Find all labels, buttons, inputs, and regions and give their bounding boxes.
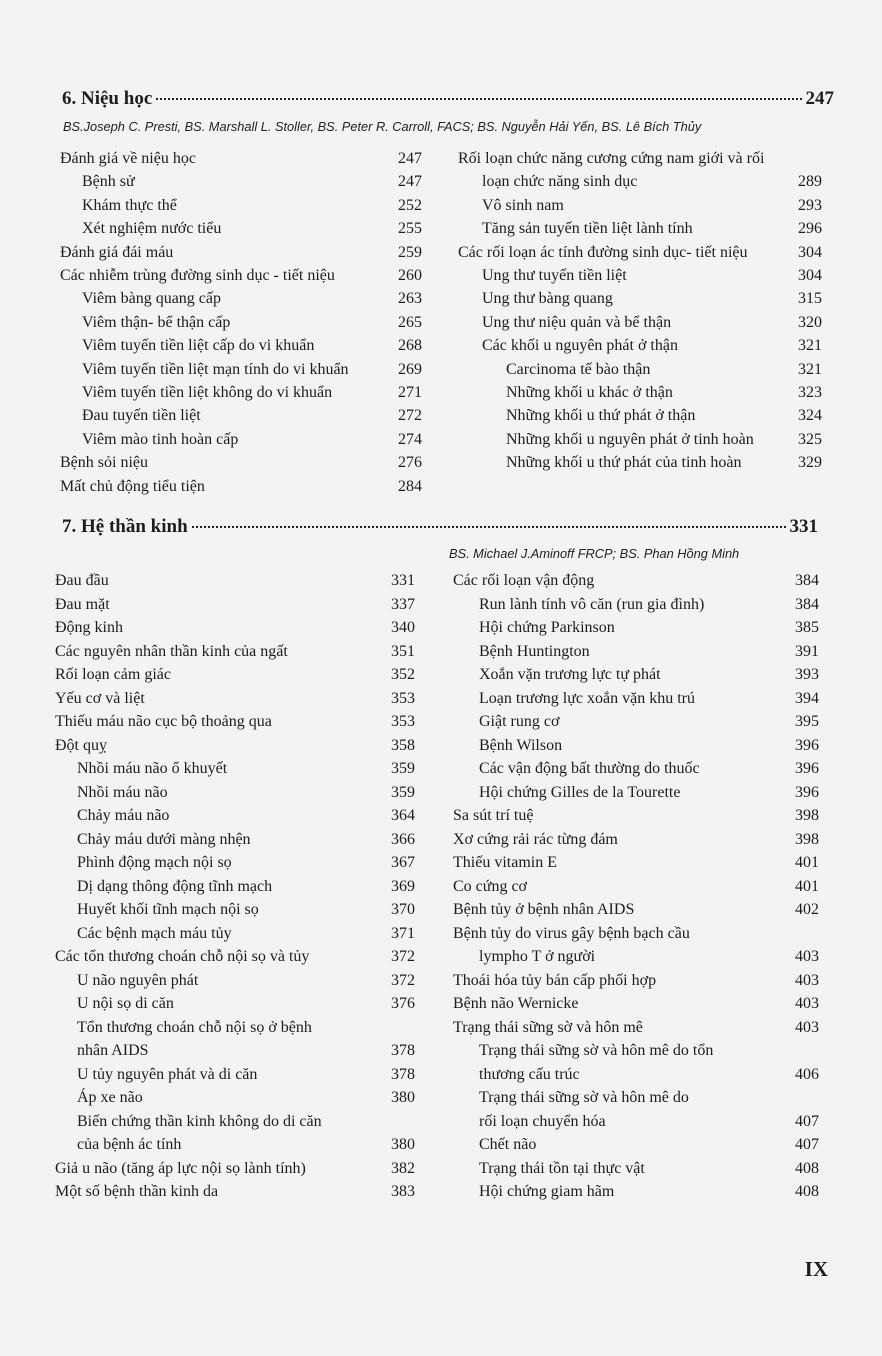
toc-entry-page: 364 xyxy=(391,807,415,824)
toc-entry-title: Viêm bàng quang cấp xyxy=(82,290,221,308)
toc-entry[interactable] xyxy=(479,1040,819,1062)
toc-entry-title: Những khối u thứ phát của tinh hoàn xyxy=(506,454,742,472)
toc-entry-page: 380 xyxy=(391,1089,415,1106)
toc-entry-title: Nhồi máu não xyxy=(77,783,168,801)
toc-entry-title: Nhồi máu não ổ khuyết xyxy=(77,760,228,777)
toc-entry[interactable] xyxy=(479,711,819,733)
toc-entry-page: 276 xyxy=(398,454,422,472)
toc-entry-page: 359 xyxy=(391,760,415,777)
toc-entry-title: Viêm tuyến tiền liệt không do vi khuẩn xyxy=(82,384,333,401)
toc-entry-page: 366 xyxy=(391,830,415,848)
dot-leader xyxy=(192,526,786,528)
toc-entry[interactable] xyxy=(453,852,819,874)
toc-entry[interactable] xyxy=(82,359,422,381)
toc-entry[interactable] xyxy=(55,1181,415,1203)
chapter-7-title: 7. Hệ thần kinh xyxy=(62,516,188,537)
toc-entry-title: Các nhiễm trùng đường sinh dục - tiết niệu xyxy=(60,267,335,284)
toc-entry[interactable] xyxy=(506,359,822,381)
toc-entry[interactable] xyxy=(55,946,415,968)
toc-entry-title: Xét nghiệm nước tiểu xyxy=(82,220,222,238)
toc-entry-title: Đau mặt xyxy=(55,595,110,613)
toc-entry-title: Giả u não (tăng áp lực nội sọ lành tính) xyxy=(55,1159,306,1177)
toc-entry[interactable] xyxy=(77,899,415,921)
toc-entry-title: Trạng thái sững sờ và hôn mê do tổn xyxy=(479,1042,714,1059)
toc-entry-page: 293 xyxy=(798,196,822,214)
toc-entry-title: Viêm tuyến tiền liệt cấp do vi khuẩn xyxy=(82,337,315,355)
toc-entry[interactable] xyxy=(482,335,822,357)
toc-entry[interactable] xyxy=(482,218,822,240)
toc-entry-title: rối loạn chuyển hóa xyxy=(479,1112,606,1130)
toc-entry[interactable] xyxy=(60,265,422,287)
toc-entry-page: 358 xyxy=(391,736,415,754)
chapter-7-authors: BS. Michael J.Aminoff FRCP; BS. Phan Hồng Minh xyxy=(449,546,740,561)
toc-entry[interactable] xyxy=(77,923,415,945)
toc-entry-page: 407 xyxy=(795,1136,819,1153)
toc-entry-page: 378 xyxy=(391,1065,415,1083)
toc-entry-page: 369 xyxy=(391,877,415,895)
toc-entry[interactable] xyxy=(479,758,819,780)
toc-entry-page: 398 xyxy=(795,807,819,824)
toc-entry-title: Chảy máu não xyxy=(77,807,170,824)
toc-entry-page: 304 xyxy=(798,243,822,261)
toc-entry-page: 396 xyxy=(795,783,819,801)
toc-entry[interactable] xyxy=(506,429,822,451)
toc-entry-title: Đột quỵ xyxy=(55,736,107,754)
toc-entry-title: Bệnh sử xyxy=(82,173,135,191)
toc-entry[interactable] xyxy=(453,829,819,851)
toc-entry[interactable] xyxy=(479,688,819,710)
toc-entry-title: Sa sút trí tuệ xyxy=(453,807,534,824)
toc-entry-title: Tăng sản tuyến tiền liệt lành tính xyxy=(482,220,693,238)
toc-entry-title: Bệnh tủy do virus gây bệnh bạch cầu xyxy=(453,924,690,942)
toc-entry-page: 367 xyxy=(391,854,415,871)
toc-entry[interactable] xyxy=(55,617,415,639)
toc-entry[interactable] xyxy=(55,1158,415,1180)
toc-entry[interactable] xyxy=(77,993,415,1015)
toc-entry[interactable] xyxy=(77,1040,415,1062)
toc-entry-title: Những khối u khác ở thận xyxy=(506,384,673,401)
toc-entry-page: 247 xyxy=(398,173,422,191)
toc-entry-title: Trạng thái tồn tại thực vật xyxy=(479,1159,645,1177)
toc-entry-title: Các vận động bất thường do thuốc xyxy=(479,760,700,777)
toc-entry-page: 402 xyxy=(795,901,819,918)
toc-entry-title: Đánh giá về niệu học xyxy=(60,150,196,167)
toc-entry-page: 398 xyxy=(795,830,819,848)
toc-entry[interactable] xyxy=(506,405,822,427)
toc-entry[interactable] xyxy=(479,594,819,616)
toc-entry-title: Carcinoma tế bào thận xyxy=(506,360,651,378)
toc-entry-title: Các khối u nguyên phát ở thận xyxy=(482,337,678,355)
toc-entry-title: U não nguyên phát xyxy=(77,971,199,989)
toc-entry-title: Viêm mào tinh hoàn cấp xyxy=(82,430,239,448)
toc-entry[interactable] xyxy=(506,382,822,404)
dot-leader xyxy=(156,98,801,100)
toc-entry-page: 260 xyxy=(398,267,422,284)
toc-entry-title: Mất chủ động tiểu tiện xyxy=(60,477,205,495)
toc-entry-page: 331 xyxy=(391,572,415,589)
toc-entry-page: 274 xyxy=(398,430,422,448)
toc-entry[interactable] xyxy=(453,970,819,992)
toc-entry[interactable] xyxy=(82,405,422,427)
toc-entry-title: Các rối loạn vận động xyxy=(453,572,595,589)
toc-entry[interactable] xyxy=(506,452,822,474)
toc-entry-page: 396 xyxy=(795,760,819,777)
toc-entry[interactable] xyxy=(55,711,415,733)
toc-entry[interactable] xyxy=(479,1111,819,1133)
toc-entry[interactable] xyxy=(82,312,422,334)
chapter-7-page: 331 xyxy=(789,516,818,537)
toc-entry-page: 337 xyxy=(391,595,415,613)
toc-entry[interactable] xyxy=(77,970,415,992)
toc-entry-page: 323 xyxy=(798,384,822,401)
toc-entry[interactable] xyxy=(55,664,415,686)
toc-entry-title: Dị dạng thông động tĩnh mạch xyxy=(77,877,273,895)
toc-entry-page: 371 xyxy=(391,924,415,942)
toc-entry-page: 403 xyxy=(795,948,819,965)
toc-entry-title: Các bệnh mạch máu tủy xyxy=(77,924,232,942)
toc-entry[interactable] xyxy=(77,782,415,804)
toc-entry-title: Bệnh sỏi niệu xyxy=(60,454,148,472)
toc-entry-title: Trạng thái sững sờ và hôn mê do xyxy=(479,1089,689,1106)
toc-entry-page: 352 xyxy=(391,666,415,683)
toc-entry-title: Hội chứng Parkinson xyxy=(479,619,615,636)
toc-entry-title: Các rối loạn ác tính đường sinh dục- tiết niệu xyxy=(458,243,748,261)
toc-entry-title: Biến chứng thần kinh không do di căn xyxy=(77,1112,322,1130)
toc-entry[interactable] xyxy=(77,876,415,898)
toc-entry[interactable] xyxy=(77,1017,415,1039)
toc-entry[interactable] xyxy=(77,1064,415,1086)
toc-entry-title: Ung thư bàng quang xyxy=(482,290,613,308)
toc-entry-page: 384 xyxy=(795,572,819,589)
toc-entry-title: loạn chức năng sinh dục xyxy=(482,173,638,191)
toc-entry-page: 408 xyxy=(795,1183,819,1200)
toc-entry[interactable] xyxy=(77,1087,415,1109)
toc-entry-title: Run lành tính vô căn (run gia đình) xyxy=(479,595,705,613)
toc-entry-title: Chết não xyxy=(479,1136,537,1153)
toc-entry[interactable] xyxy=(453,805,819,827)
toc-entry-title: Hội chứng giam hãm xyxy=(479,1183,615,1200)
toc-entry-page: 321 xyxy=(798,337,822,355)
toc-entry-page: 255 xyxy=(398,220,422,238)
toc-entry[interactable] xyxy=(77,1111,415,1133)
toc-entry[interactable] xyxy=(479,617,819,639)
toc-entry-page: 406 xyxy=(795,1065,819,1083)
toc-entry-title: Hội chứng Gilles de la Tourette xyxy=(479,783,681,801)
toc-entry-title: Những khối u thứ phát ở thận xyxy=(506,407,696,425)
toc-entry-title: Thiếu vitamin E xyxy=(453,854,557,871)
toc-entry-title: Bệnh Huntington xyxy=(479,642,590,660)
toc-entry[interactable] xyxy=(479,946,819,968)
toc-entry[interactable] xyxy=(82,218,422,240)
toc-entry-title: Ung thư tuyến tiền liệt xyxy=(482,267,627,284)
toc-entry-page: 269 xyxy=(398,360,422,378)
toc-entry-page: 265 xyxy=(398,313,422,331)
toc-entry[interactable] xyxy=(479,641,819,663)
toc-entry-title: Ung thư niệu quản và bể thận xyxy=(482,313,672,331)
toc-entry-page: 383 xyxy=(391,1183,415,1200)
toc-entry[interactable] xyxy=(55,735,415,757)
chapter-6-page: 247 xyxy=(805,88,834,109)
toc-entry[interactable] xyxy=(458,242,822,264)
chapter-6-authors: BS.Joseph C. Presti, BS. Marshall L. Stoller, BS. Peter R. Carroll, FACS; BS. Nguyễn Hải Yến, BS. Lê Bích Thủy xyxy=(63,119,702,134)
toc-entry-title: Phình động mạch nội sọ xyxy=(77,854,232,871)
toc-entry-page: 380 xyxy=(391,1136,415,1153)
toc-entry[interactable] xyxy=(77,805,415,827)
toc-entry-page: 353 xyxy=(391,689,415,707)
toc-entry-page: 289 xyxy=(798,173,822,191)
toc-entry-title: Đau tuyến tiền liệt xyxy=(82,407,201,425)
toc-entry-page: 296 xyxy=(798,220,822,238)
toc-entry[interactable] xyxy=(60,242,422,264)
toc-entry[interactable] xyxy=(55,594,415,616)
chapter-7-heading[interactable] xyxy=(62,516,818,546)
toc-entry-title: của bệnh ác tính xyxy=(77,1136,182,1153)
toc-entry-title: U tủy nguyên phát và di căn xyxy=(77,1065,258,1083)
toc-entry-title: Tổn thương choán chỗ nội sọ ở bệnh xyxy=(77,1018,312,1036)
toc-entry-title: Giật rung cơ xyxy=(479,713,560,730)
toc-entry[interactable] xyxy=(482,265,822,287)
toc-entry-title: Yếu cơ và liệt xyxy=(55,689,145,707)
toc-entry-page: 259 xyxy=(398,243,422,261)
toc-entry-title: Co cứng cơ xyxy=(453,877,528,895)
toc-entry-page: 271 xyxy=(398,384,422,401)
toc-entry[interactable] xyxy=(60,148,422,170)
toc-entry[interactable] xyxy=(77,758,415,780)
toc-entry-page: 359 xyxy=(391,783,415,801)
toc-entry[interactable] xyxy=(479,1087,819,1109)
toc-entry-page: 324 xyxy=(798,407,822,425)
toc-entry-title: thương cấu trúc xyxy=(479,1065,580,1083)
toc-entry[interactable] xyxy=(82,335,422,357)
toc-entry-page: 403 xyxy=(795,1018,819,1036)
toc-entry-page: 370 xyxy=(391,901,415,918)
toc-entry-page: 304 xyxy=(798,267,822,284)
toc-entry-page: 268 xyxy=(398,337,422,355)
chapter-6-title: 6. Niệu học xyxy=(62,88,153,109)
toc-entry-page: 321 xyxy=(798,360,822,378)
toc-entry[interactable] xyxy=(453,899,819,921)
toc-entry[interactable] xyxy=(82,288,422,310)
toc-entry[interactable] xyxy=(479,1181,819,1203)
toc-entry-title: Vô sinh nam xyxy=(482,196,564,214)
toc-entry[interactable] xyxy=(60,452,422,474)
toc-entry[interactable] xyxy=(458,148,822,170)
toc-entry[interactable] xyxy=(482,195,822,217)
toc-entry[interactable] xyxy=(453,993,819,1015)
toc-entry[interactable] xyxy=(482,288,822,310)
toc-entry-page: 353 xyxy=(391,713,415,730)
toc-entry-page: 407 xyxy=(795,1112,819,1130)
toc-entry-title: lympho T ở người xyxy=(479,948,596,965)
toc-entry-page: 396 xyxy=(795,736,819,754)
toc-entry[interactable] xyxy=(82,195,422,217)
toc-entry-title: Một số bệnh thần kinh da xyxy=(55,1183,219,1200)
toc-entry-page: 329 xyxy=(798,454,822,472)
toc-entry[interactable] xyxy=(82,171,422,193)
toc-entry-title: Trạng thái sững sờ và hôn mê xyxy=(453,1018,643,1036)
toc-entry-title: Xơ cứng rải rác từng đám xyxy=(453,830,618,848)
toc-entry[interactable] xyxy=(82,382,422,404)
toc-entry[interactable] xyxy=(55,688,415,710)
toc-entry[interactable] xyxy=(482,312,822,334)
toc-entry-page: 372 xyxy=(391,971,415,989)
toc-entry[interactable] xyxy=(482,171,822,193)
toc-entry-page: 401 xyxy=(795,877,819,895)
toc-entry-title: U nội sọ di căn xyxy=(77,995,174,1012)
toc-entry-page: 247 xyxy=(398,150,422,167)
toc-entry[interactable] xyxy=(479,1134,819,1156)
toc-entry[interactable] xyxy=(453,923,819,945)
toc-entry-page: 408 xyxy=(795,1159,819,1177)
toc-entry-page: 394 xyxy=(795,689,819,707)
toc-entry-title: Các tổn thương choán chỗ nội sọ và tủy xyxy=(55,948,310,965)
toc-entry-title: Đau đầu xyxy=(55,572,109,589)
toc-entry[interactable] xyxy=(77,1134,415,1156)
toc-entry-page: 378 xyxy=(391,1042,415,1059)
toc-entry-title: Rối loạn chức năng cương cứng nam giới và rối xyxy=(458,150,765,167)
toc-entry-title: Chảy máu dưới màng nhện xyxy=(77,830,251,848)
toc-entry-page: 403 xyxy=(795,995,819,1012)
toc-entry-title: Bệnh Wilson xyxy=(479,736,563,754)
toc-entry-title: Huyết khối tĩnh mạch nội sọ xyxy=(77,901,259,918)
toc-entry[interactable] xyxy=(453,570,819,592)
toc-entry[interactable] xyxy=(82,429,422,451)
toc-entry-title: Viêm thận- bể thận cấp xyxy=(82,313,231,331)
toc-entry-page: 385 xyxy=(795,619,819,636)
toc-entry-page: 372 xyxy=(391,948,415,965)
toc-entry-title: Khám thực thể xyxy=(82,196,177,214)
toc-entry-title: Động kinh xyxy=(55,619,123,636)
toc-entry[interactable] xyxy=(479,735,819,757)
toc-entry-title: Bệnh não Wernicke xyxy=(453,995,579,1012)
toc-entry-page: 382 xyxy=(391,1159,415,1177)
toc-entry[interactable] xyxy=(479,664,819,686)
toc-entry-title: Xoắn vặn trương lực tự phát xyxy=(479,666,661,683)
chapter-6-heading[interactable] xyxy=(62,88,834,118)
toc-entry-page: 272 xyxy=(398,407,422,425)
toc-entry-title: Đánh giá đái máu xyxy=(60,243,174,261)
toc-entry-page: 401 xyxy=(795,854,819,871)
toc-entry-page: 320 xyxy=(798,313,822,331)
toc-entry[interactable] xyxy=(55,641,415,663)
toc-entry-title: Rối loạn cảm giác xyxy=(55,666,171,683)
toc-entry-title: Thiếu máu não cục bộ thoảng qua xyxy=(55,713,272,730)
toc-entry[interactable] xyxy=(479,1158,819,1180)
toc-entry-title: Những khối u nguyên phát ở tinh hoàn xyxy=(506,430,754,448)
toc-entry-page: 325 xyxy=(798,430,822,448)
toc-entry[interactable] xyxy=(453,876,819,898)
toc-entry-title: Bệnh tủy ở bệnh nhân AIDS xyxy=(453,901,635,918)
toc-entry-page: 376 xyxy=(391,995,415,1012)
page-number: IX xyxy=(804,1257,828,1281)
toc-entry[interactable] xyxy=(77,829,415,851)
toc-entry[interactable] xyxy=(55,570,415,592)
toc-entry-page: 315 xyxy=(798,290,822,308)
toc-entry[interactable] xyxy=(453,1017,819,1039)
toc-entry-page: 393 xyxy=(795,666,819,683)
toc-entry[interactable] xyxy=(77,852,415,874)
toc-entry-page: 384 xyxy=(795,595,819,613)
toc-entry-page: 340 xyxy=(391,619,415,636)
toc-entry[interactable] xyxy=(479,1064,819,1086)
toc-entry-page: 263 xyxy=(398,290,422,308)
toc-entry-page: 391 xyxy=(795,642,819,660)
toc-entry-title: Các nguyên nhân thần kinh của ngất xyxy=(55,642,288,660)
toc-entry[interactable] xyxy=(479,782,819,804)
toc-entry-title: Thoái hóa tủy bán cấp phối hợp xyxy=(453,971,657,989)
toc-entry-title: Áp xe não xyxy=(77,1089,143,1106)
toc-entry-page: 395 xyxy=(795,713,819,730)
toc-entry-title: Viêm tuyến tiền liệt mạn tính do vi khuẩn xyxy=(82,360,349,378)
toc-entry-page: 284 xyxy=(398,477,422,495)
toc-entry-page: 403 xyxy=(795,971,819,989)
toc-entry-page: 351 xyxy=(391,642,415,660)
toc-entry[interactable] xyxy=(60,476,422,498)
toc-entry-title: nhân AIDS xyxy=(77,1042,149,1059)
toc-entry-page: 252 xyxy=(398,196,422,214)
toc-entry-title: Loạn trương lực xoắn vặn khu trú xyxy=(479,689,695,707)
